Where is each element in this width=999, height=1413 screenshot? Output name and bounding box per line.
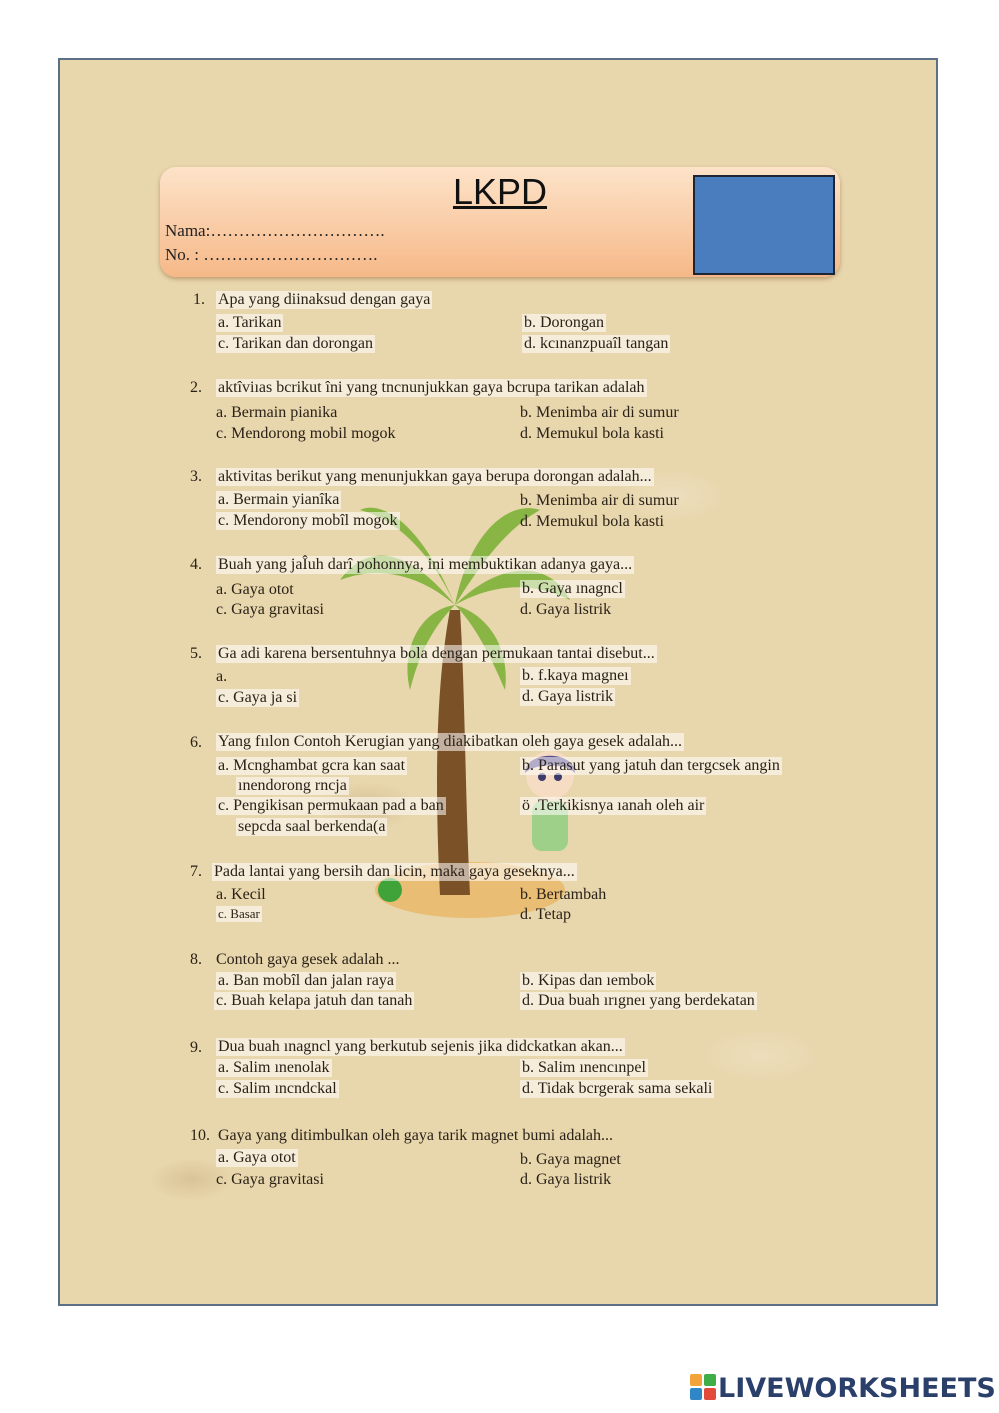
q4-option-b[interactable]: b. Gaya ınagncl (522, 580, 623, 597)
q2-option-d[interactable]: d. Memukul bola kasti (520, 425, 664, 442)
q4-option-c[interactable]: c. Gaya gravitasi (216, 601, 324, 618)
question-4-number: 4. (190, 556, 202, 573)
question-5-number: 5. (190, 645, 202, 662)
question-2-number: 2. (190, 379, 202, 396)
page-title: LKPD (452, 171, 548, 212)
q5-option-b[interactable]: b. f.kaya magneı (522, 667, 629, 684)
q6-option-c-cont: sepcda saal berkenda(a (238, 818, 386, 835)
question-9-number: 9. (190, 1039, 202, 1056)
q8-option-c[interactable]: c. Buah kelapa jatuh dan tanah (216, 992, 413, 1009)
question-2-text: aktîviıas bcrikut îni yang tncnunjukkan gaya bcrupa tarikan adalah (218, 379, 645, 396)
q2-option-c[interactable]: c. Mendorong mobil mogok (216, 425, 396, 442)
question-7-text: Pada lantai yang bersih dan licin, maka gaya geseknya... (214, 863, 575, 880)
q4-option-a[interactable]: a. Gaya otot (216, 581, 294, 598)
q7-option-a[interactable]: a. Kecil (216, 886, 266, 903)
q6-option-d[interactable]: ö .Terkikisnya ıanah oleh air (522, 797, 705, 814)
q7-option-d[interactable]: d. Tetap (520, 906, 572, 923)
q9-option-b[interactable]: b. Salim ınencınpel (522, 1059, 646, 1076)
q8-option-a[interactable]: a. Ban mobîl dan jalan raya (218, 972, 394, 989)
q3-option-a[interactable]: a. Bermain yianîka (218, 491, 340, 508)
q6-option-b[interactable]: b. Parasut yang jatuh dan tergcsek angin (522, 757, 780, 774)
q10-option-d[interactable]: d. Gaya listrik (520, 1171, 612, 1188)
question-1-text: Apa yang diinaksud dengan gaya (218, 291, 431, 308)
question-3-text: aktivitas berikut yang menunjukkan gaya berupa dorongan adalah... (218, 468, 652, 485)
q3-option-c[interactable]: c. Mendorony mobîl mogok (218, 512, 398, 529)
q6-option-a-cont: ınendorong rncja (238, 777, 347, 794)
liveworksheets-brand[interactable] (690, 1373, 996, 1403)
q10-option-a[interactable]: a. Gaya otot (218, 1149, 296, 1166)
q1-option-d[interactable]: d. kcınanzpuaîl tangan (524, 335, 669, 352)
q8-option-d[interactable]: d. Dua buah ırıgneı yang berdekatan (522, 992, 755, 1009)
photo-placeholder (693, 175, 835, 275)
q1-option-c[interactable]: c. Tarikan dan dorongan (218, 335, 373, 352)
q7-option-b[interactable]: b. Bertambah (520, 886, 607, 903)
question-9-text: Dua buah ınagncl yang berkutub sejenis jika didckatkan akan... (218, 1038, 623, 1055)
question-8-text: Contoh gaya gesek adalah ... (216, 951, 400, 968)
question-10-text: Gaya yang ditimbulkan oleh gaya tarik magnet bumi adalah... (218, 1127, 613, 1144)
q9-option-a[interactable]: a. Salim ınenolak (218, 1059, 330, 1076)
q5-option-d[interactable]: d. Gaya listrik (522, 688, 614, 705)
question-5-text: Ga adi karena bersentuhnya bola dengan permukaan tantai disebut... (218, 645, 655, 662)
q7-option-c[interactable]: c. Basar (218, 906, 260, 921)
q1-option-a[interactable]: a. Tarikan (218, 314, 282, 331)
q10-option-b[interactable]: b. Gaya magnet (520, 1151, 621, 1168)
question-1-number: 1. (193, 291, 205, 308)
q10-option-c[interactable]: c. Gaya gravitasi (216, 1171, 324, 1188)
question-6-text: Yang fıılon Contoh Kerugian yang diakibatkan oleh gaya gesek adalah... (218, 733, 683, 750)
q6-option-c[interactable]: c. Pengikisan permukaan pad a ban (218, 797, 444, 814)
q9-option-d[interactable]: d. Tidak bcrgerak sama sekali (522, 1080, 713, 1097)
q9-option-c[interactable]: c. Salim ıncndckal (218, 1080, 337, 1097)
question-6-number: 6. (190, 734, 202, 751)
question-4-text: Buah yang jaÎuh darî pohonnya, ini membuktikan adanya gaya... (218, 556, 633, 573)
q4-option-d[interactable]: d. Gaya listrik (520, 601, 612, 618)
liveworksheets-logo-icon (690, 1374, 716, 1400)
question-3-number: 3. (190, 468, 202, 485)
q2-option-b[interactable]: b. Menimba air di sumur (520, 404, 679, 421)
q8-option-b[interactable]: b. Kipas dan ıembok (522, 972, 655, 989)
q5-option-c[interactable]: c. Gaya ja si (218, 689, 298, 706)
name-field[interactable]: Nama:…………………………. (165, 221, 385, 240)
brand-name: LIVEWORKSHEETS (718, 1373, 996, 1404)
q1-option-b[interactable]: b. Dorongan (524, 314, 604, 331)
q3-option-b[interactable]: b. Menimba air di sumur (520, 492, 679, 509)
q3-option-d[interactable]: d. Memukul bola kasti (520, 513, 664, 530)
q2-option-a[interactable]: a. Bermain pianika (216, 404, 338, 421)
question-8-number: 8. (190, 951, 202, 968)
q5-option-a[interactable]: a. (216, 668, 228, 685)
q6-option-a[interactable]: a. Mcnghambat gcra kan saat (218, 757, 406, 774)
question-7-number: 7. (190, 863, 202, 880)
number-field[interactable]: No. : …………………………. (165, 245, 378, 264)
question-10-number: 10. (190, 1127, 210, 1144)
